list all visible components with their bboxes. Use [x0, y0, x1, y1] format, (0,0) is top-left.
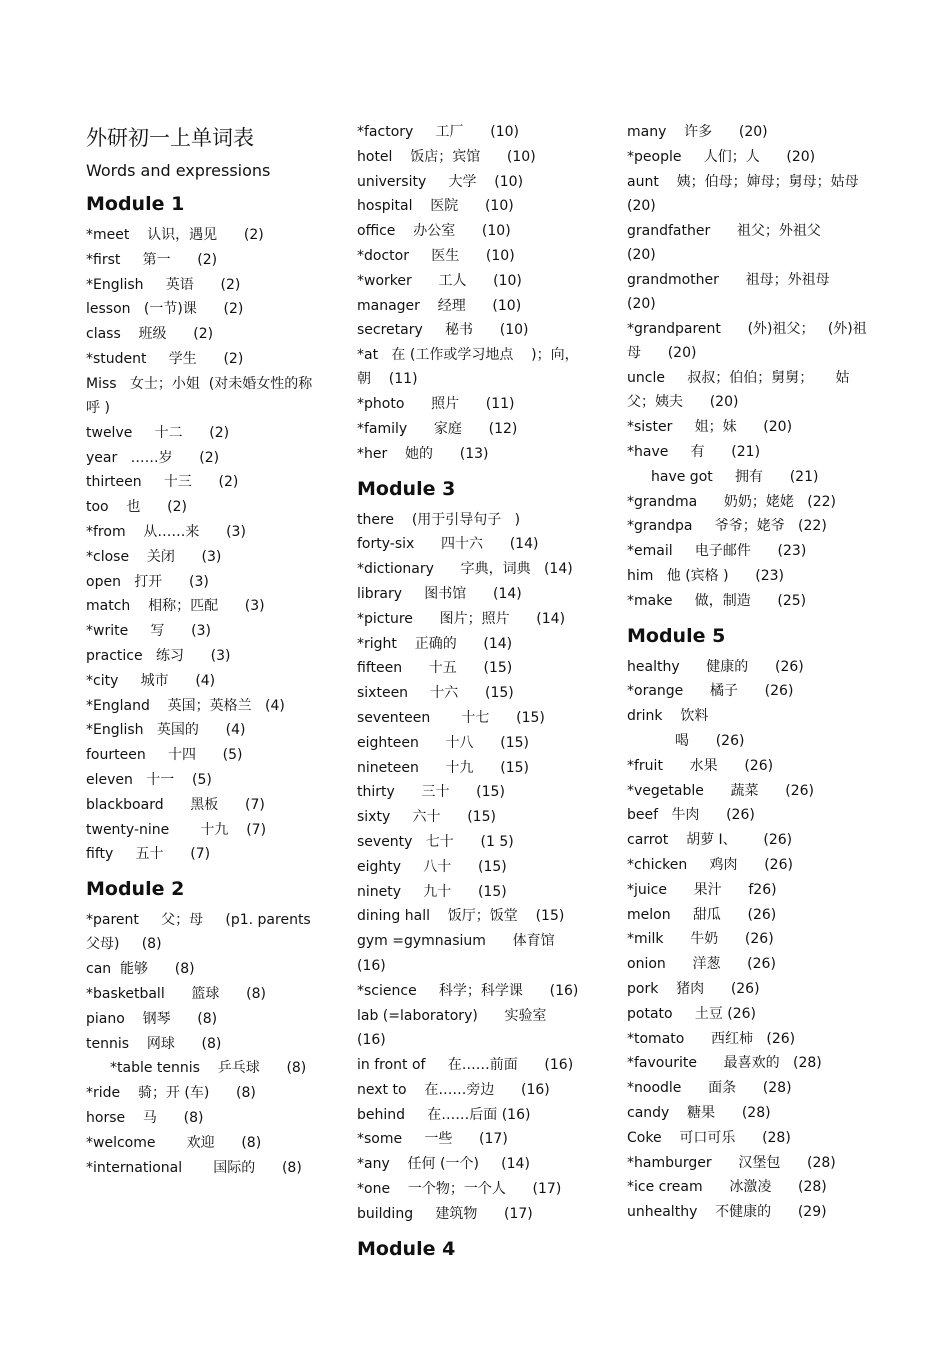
- word-entry: practice 练习 (3): [86, 647, 231, 664]
- word-entry: many 许多 (20): [627, 124, 768, 140]
- module-1-word-list: [86, 223, 326, 867]
- word-entry: match 相称；匹配 (3): [86, 598, 265, 615]
- page-title: 外研初一上单词表: [86, 126, 254, 150]
- word-entry: *hamburger 汉堡包 (28): [627, 1154, 836, 1171]
- word-entry: dining hall 饭厅；饭堂 (15): [357, 908, 565, 925]
- word-entry: seventeen 十七 (15): [357, 709, 545, 726]
- word-entry: blackboard 黑板 (7): [86, 796, 265, 813]
- word-entry: eighty 八十 (15): [357, 858, 507, 875]
- module-5-word-list: [627, 655, 867, 1225]
- word-entry: *write 写 (3): [86, 623, 211, 640]
- word-entry: *international 国际的 (8): [86, 1159, 302, 1176]
- word-entry: ninety 九十 (15): [357, 883, 507, 900]
- word-entry: *grandma 奶奶；姥姥 (22): [627, 493, 836, 510]
- module-4-heading: Module 4: [357, 1237, 456, 1260]
- word-entry: seventy 七十 (1 5): [357, 833, 514, 850]
- word-entry: healthy 健康的 (26): [627, 658, 804, 675]
- word-entry: *right 正确的 (14): [357, 635, 513, 652]
- word-entry: *close 关闭 (3): [86, 548, 222, 565]
- word-entry: *vegetable 蔬菜 (26): [627, 782, 814, 799]
- word-entry: *people 人们；人 (20): [627, 148, 816, 165]
- word-entry: *English 英国的 (4): [86, 722, 246, 739]
- word-entry: can 能够 (8): [86, 961, 195, 978]
- word-entry: onion 洋葱 (26): [627, 956, 776, 973]
- word-entry: eighteen 十八 (15): [357, 734, 529, 751]
- word-entry: forty-six 四十六 (14): [357, 536, 539, 553]
- word-entry: *English 英语 (2): [86, 276, 241, 293]
- word-entry: twenty-nine 十九 (7): [86, 821, 267, 838]
- word-entry: *from 从……来 (3): [86, 523, 246, 540]
- column-1: [86, 120, 326, 1180]
- word-entry: eleven 十一 (5): [86, 771, 212, 788]
- word-entry: *noodle 面条 (28): [627, 1080, 792, 1097]
- module-3-heading: Module 3: [357, 477, 456, 500]
- word-entry: *grandpa 爷爷；姥爷 (22): [627, 518, 827, 535]
- word-entry: hotel 饭店；宾馆 (10): [357, 148, 536, 165]
- word-entry: *meet 认识，遇见 (2): [86, 227, 264, 243]
- word-entry: lab (=laboratory) 实验室 (16): [357, 1007, 574, 1049]
- word-entry: hospital 医院 (10): [357, 198, 514, 215]
- word-entry: building 建筑物 (17): [357, 1205, 533, 1222]
- word-entry: *parent 父；母 (p1. parents 父母) (8): [86, 912, 320, 953]
- word-entry: thirty 三十 (15): [357, 784, 505, 801]
- word-entry: library 图书馆 (14): [357, 585, 522, 602]
- word-entry: drink 饮料: [627, 708, 709, 725]
- word-entry: *photo 照片 (11): [357, 396, 515, 413]
- word-entry: unhealthy 不健康的 (29): [627, 1204, 827, 1221]
- word-entry: him 他 (宾格 ) (23): [627, 567, 785, 584]
- word-entry: *family 家庭 (12): [357, 420, 518, 437]
- word-entry: fourteen 十四 (5): [86, 747, 243, 764]
- word-entry: sixteen 十六 (15): [357, 685, 514, 702]
- word-entry: *juice 果汁 f26): [627, 881, 777, 898]
- word-entry: in front of 在……前面 (16): [357, 1057, 574, 1074]
- word-entry: *ride 骑；开 (车) (8): [86, 1085, 256, 1102]
- word-entry: *make 做，制造 (25): [627, 592, 807, 609]
- word-entry: grandfather 祖父；外祖父 (20): [627, 222, 848, 264]
- word-entry: *science 科学；科学课 (16): [357, 982, 579, 999]
- word-entry: *basketball 篮球 (8): [86, 985, 266, 1002]
- word-entry: nineteen 十九 (15): [357, 759, 529, 776]
- word-entry: *grandparent (外)祖父； (外)祖母 (20): [627, 321, 867, 362]
- module-2-heading: Module 2: [86, 878, 185, 901]
- word-entry: behind 在……后面 (16): [357, 1106, 531, 1123]
- module-2-continued-word-list: [357, 120, 587, 467]
- word-entry: *fruit 水果 (26): [627, 757, 774, 774]
- word-entry: piano 钢琴 (8): [86, 1010, 218, 1027]
- word-entry: carrot 胡萝 I、 (26): [627, 832, 793, 849]
- module-4-word-list: [627, 120, 886, 614]
- word-entry: melon 甜瓜 (26): [627, 906, 777, 923]
- word-entry: *ice cream 冰激凌 (28): [627, 1179, 827, 1196]
- word-entry: potato 土豆 (26): [627, 1005, 757, 1022]
- word-entry: *table tennis 乒乓球 (8): [110, 1060, 307, 1077]
- word-entry: twelve 十二 (2): [86, 424, 230, 441]
- word-entry: *city 城市 (4): [86, 672, 216, 689]
- word-entry: *welcome 欢迎 (8): [86, 1134, 262, 1151]
- word-entry: *favourite 最喜欢的 (28): [627, 1055, 822, 1072]
- word-entry: *picture 图片；照片 (14): [357, 610, 566, 627]
- word-entry: beef 牛肉 (26): [627, 807, 755, 824]
- word-entry: sixty 六十 (15): [357, 809, 496, 826]
- page-subtitle: Words and expressions: [86, 161, 271, 180]
- word-entry: *worker 工人 (10): [357, 272, 522, 289]
- word-entry: aunt 姨；伯母；婶母；舅母；姑母 (20): [627, 173, 886, 214]
- word-entry: *dictionary 字典，词典 (14): [357, 561, 573, 578]
- word-entry: *have 有 (21): [627, 443, 761, 460]
- word-entry: tennis 网球 (8): [86, 1035, 222, 1052]
- word-entry: candy 糖果 (28): [627, 1104, 771, 1121]
- word-entry: *sister 姐；妹 (20): [627, 419, 793, 436]
- word-entry: secretary 秘书 (10): [357, 322, 529, 339]
- word-entry: *milk 牛奶 (26): [627, 931, 774, 948]
- word-entry: university 大学 (10): [357, 173, 524, 190]
- word-entry: *orange 橘子 (26): [627, 683, 794, 700]
- word-entry: year ……岁 (2): [86, 449, 220, 466]
- word-entry: *chicken 鸡肉 (26): [627, 856, 793, 873]
- word-entry: thirteen 十三 (2): [86, 474, 239, 491]
- word-entry: *England 英国；英格兰 (4): [86, 697, 285, 714]
- word-entry: open 打开 (3): [86, 573, 209, 590]
- column-3: [627, 120, 886, 1225]
- word-entry: *email 电子邮件 (23): [627, 543, 807, 560]
- word-entry: pork 猪肉 (26): [627, 980, 760, 997]
- word-entry: fifteen 十五 (15): [357, 660, 513, 677]
- column-2: [357, 120, 587, 1268]
- word-entry: lesson (一节)课 (2): [86, 301, 244, 318]
- module-3-word-list: [357, 508, 587, 1227]
- word-entry: gym =gymnasium 体育馆 (16): [357, 933, 582, 974]
- word-entry: *her 她的 (13): [357, 445, 489, 462]
- word-entry: uncle 叔叔；伯伯；舅舅； 姑父；姨夫 (20): [627, 370, 850, 411]
- module-2-word-list: [86, 908, 326, 1180]
- word-entry: manager 经理 (10): [357, 297, 522, 314]
- word-entry: grandmother 祖母；外祖母 (20): [627, 272, 857, 313]
- word-entry: 喝 (26): [675, 732, 745, 749]
- module-1-heading: Module 1: [86, 193, 185, 215]
- word-entry: *any 任何 (一个) (14): [357, 1156, 530, 1173]
- word-entry: *some 一些 (17): [357, 1131, 508, 1148]
- word-entry: *first 第一 (2): [86, 251, 218, 268]
- word-entry: fifty 五十 (7): [86, 846, 211, 863]
- word-entry: *one 一个物；一个人 (17): [357, 1181, 562, 1198]
- module-5-heading: Module 5: [627, 624, 726, 647]
- word-entry: there (用于引导句子 ): [357, 511, 521, 528]
- word-entry: *doctor 医生 (10): [357, 247, 515, 264]
- word-entry: have got 拥有 (21): [651, 468, 819, 485]
- word-entry: horse 马 (8): [86, 1109, 204, 1126]
- word-entry: Coke 可口可乐 (28): [627, 1129, 791, 1146]
- word-entry: *at 在 (工作或学习地点 )；向，朝 (11): [357, 347, 579, 388]
- word-entry: *student 学生 (2): [86, 350, 244, 367]
- word-entry: *factory 工厂 (10): [357, 124, 519, 140]
- word-entry: too 也 (2): [86, 499, 187, 516]
- word-entry: next to 在……旁边 (16): [357, 1081, 550, 1098]
- word-entry: class 班级 (2): [86, 326, 214, 343]
- word-entry: Miss 女士；小姐 (对未婚女性的称呼 ): [86, 375, 313, 416]
- word-entry: *tomato 西红柿 (26): [627, 1030, 796, 1047]
- word-entry: office 办公室 (10): [357, 223, 511, 240]
